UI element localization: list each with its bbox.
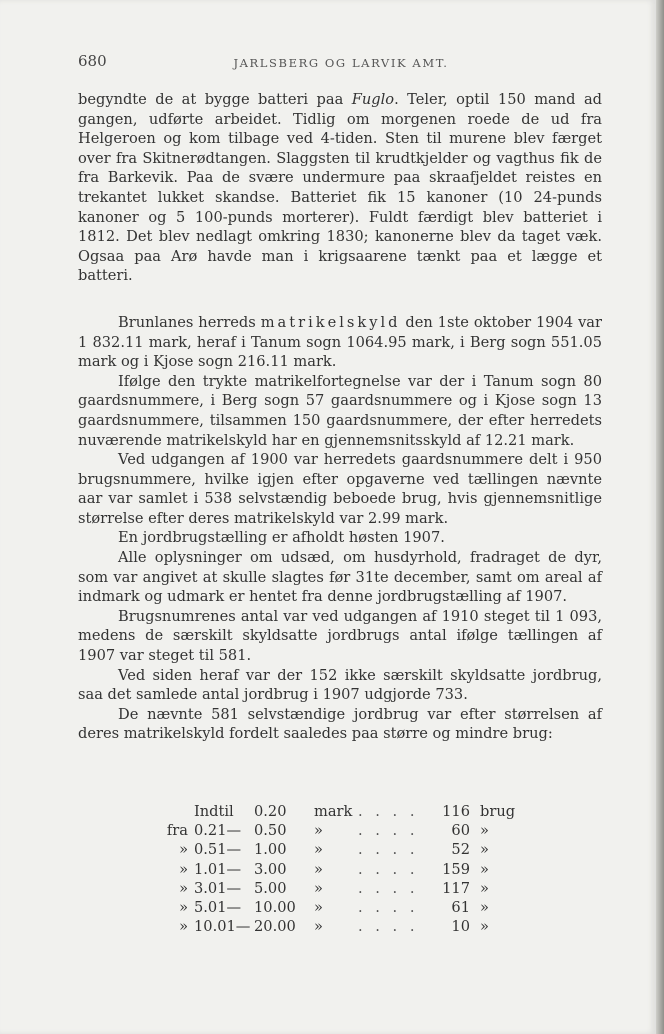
cell-tail: brug	[480, 803, 516, 820]
cell-tail: »	[480, 860, 489, 878]
cell-dots: . . . .	[358, 879, 419, 897]
cell-from: Indtil	[194, 803, 234, 820]
cell-count: 52	[451, 841, 470, 859]
cell-dots: . . . .	[358, 803, 419, 820]
cell-count: 61	[451, 898, 470, 916]
table-row	[150, 880, 520, 899]
cell-to: 20.00	[254, 918, 296, 936]
cell-tail: »	[480, 898, 489, 916]
section-gap	[78, 286, 602, 313]
cell-to: 10.00	[254, 898, 296, 916]
paragraph-gaardsnummere: Ifølge den trykte matrikelfortegnelse var der i Tanum sogn 80 gaardsnummere, i Berg sogn 57 gaardsnummere og i Kjose sogn 13 gaardsnummere, tilsammen 150 gaardsnummere, der efter herredets nuværende matrikelskyld har en gjennemsnitsskyld af 12.21 mark.	[78, 372, 602, 449]
cell-count: 117	[442, 879, 470, 897]
table-row	[150, 899, 520, 918]
paragraph-oplysninger: Alle oplysninger om udsæd, om husdyrhold, fradraget de dyr, som var angivet at skulle slagtes før 31te december, samt om areal af indmark og udmark er hentet fra denne jordbrugstælling af 1907.	[78, 549, 602, 606]
cell-unit: »	[314, 879, 323, 897]
cell-from: 5.01—	[194, 898, 242, 916]
cell-count: 10	[451, 918, 470, 936]
paragraph-ikke-skyldsatte: Ved siden heraf var der 152 ikke særskilt skyldsatte jordbrug, saa det samlede antal jordbrug i 1907 udgjorde 733.	[78, 666, 602, 704]
cell-tail: »	[480, 841, 489, 859]
size-distribution-table	[150, 803, 520, 937]
cell-from: 0.21—	[194, 822, 242, 840]
cell-dots: . . . .	[358, 860, 419, 878]
page-number: 680	[78, 52, 107, 70]
table-row	[150, 861, 520, 880]
cell-to: 0.50	[254, 822, 287, 840]
cell-unit: »	[314, 860, 323, 878]
cell-count: 116	[442, 803, 470, 820]
cell-unit: »	[314, 822, 323, 840]
cell-pre: »	[179, 841, 188, 859]
cell-pre: »	[179, 860, 188, 878]
cell-unit: »	[314, 918, 323, 936]
cell-pre: »	[179, 898, 188, 916]
table-row	[150, 841, 520, 860]
cell-tail: »	[480, 918, 489, 936]
page-edge	[656, 0, 664, 1034]
cell-to: 5.00	[254, 879, 287, 897]
cell-pre: »	[179, 879, 188, 897]
spaced-term: matrikelskyld	[260, 313, 401, 331]
cell-count: 60	[451, 822, 470, 840]
cell-dots: . . . .	[358, 918, 419, 936]
cell-pre	[150, 803, 194, 822]
cell-unit: »	[314, 841, 323, 859]
cell-pre: fra	[166, 822, 188, 840]
cell-tail: »	[480, 879, 489, 897]
page-header	[78, 52, 604, 74]
table-row	[150, 822, 520, 841]
cell-tail: »	[480, 822, 489, 840]
cell-to: 1.00	[254, 841, 287, 859]
cell-from: 1.01—	[194, 860, 242, 878]
cell-dots: . . . .	[358, 822, 419, 840]
cell-from: 10.01—	[194, 918, 251, 936]
running-head: JARLSBERG OG LARVIK AMT.	[233, 56, 449, 70]
table-row	[150, 918, 520, 937]
cell-dots: . . . .	[358, 898, 419, 916]
cell-count: 159	[442, 860, 470, 878]
cell-dots: . . . .	[358, 841, 419, 859]
table-row	[150, 803, 520, 822]
cell-unit: »	[314, 898, 323, 916]
cell-to: 3.00	[254, 860, 287, 878]
cell-from: 0.51—	[194, 841, 242, 859]
cell-from: 3.01—	[194, 879, 242, 897]
cell-pre: »	[179, 918, 188, 936]
paragraph-matrikelskyld: Brunlanes herreds matrikelskyld den 1ste oktober 1904 var 1 832.11 mark, heraf i Tanum sogn 1064.95 mark, i Berg sogn 551.05 mark og i Kjose sogn 216.11 mark.	[78, 313, 602, 371]
cell-to: 0.20	[254, 803, 287, 820]
paragraph-jordbrugstaelling: En jordbrugstælling er afholdt høsten 1907.	[118, 529, 445, 547]
body-text	[78, 90, 602, 744]
paragraph-fordeling: De nævnte 581 selvstændige jordbrug var efter størrelsen af deres matrikelskyld fordelt saaledes paa større og mindre brug:	[78, 705, 602, 743]
ship-name: Fuglo	[351, 91, 395, 108]
paragraph-brugsnummere: Ved udgangen af 1900 var herredets gaardsnummere delt i 950 brugsnummere, hvilke igjen efter opgaverne ved tællingen nævnte aar var samlet i 538 selvstændig beboede brug, hvis gjennemsnitlige størrelse efter deres matrikelskyld var 2.99 mark.	[78, 451, 602, 527]
paragraph-battery: begyndte de at bygge batteri paa Fuglo. Teler, optil 150 mand ad gangen, udførte arbeidet. Tidlig om morgenen roede de ud fra Helgeroen og kom tilbage ved 4-tiden. Sten til murene blev færget over fra Skitnerødtangen. Slaggsten til krudtkjelder og vagthus fik de fra Barkevik. Paa de svære undermure paa skraafjeldet reistes en trekantet lukket skandse. Batteriet fik 15 kanoner (10 24-punds kanoner og 5 100-punds morterer). Fuldt færdigt blev batteriet i 1812. Det blev nedlagt omkring 1830; kanonerne blev da taget væk. Ogsaa paa Arø havde man i krigsaarene tænkt paa et lægge et batteri.	[78, 91, 602, 285]
paragraph-brugsnumrenes-antal: Brugsnumrenes antal var ved udgangen af 1910 steget til 1 093, medens de særskilt skyldsatte jordbrugs antal ifølge tællingen af 1907 var steget til 581.	[78, 607, 602, 665]
cell-unit: mark	[314, 803, 353, 820]
